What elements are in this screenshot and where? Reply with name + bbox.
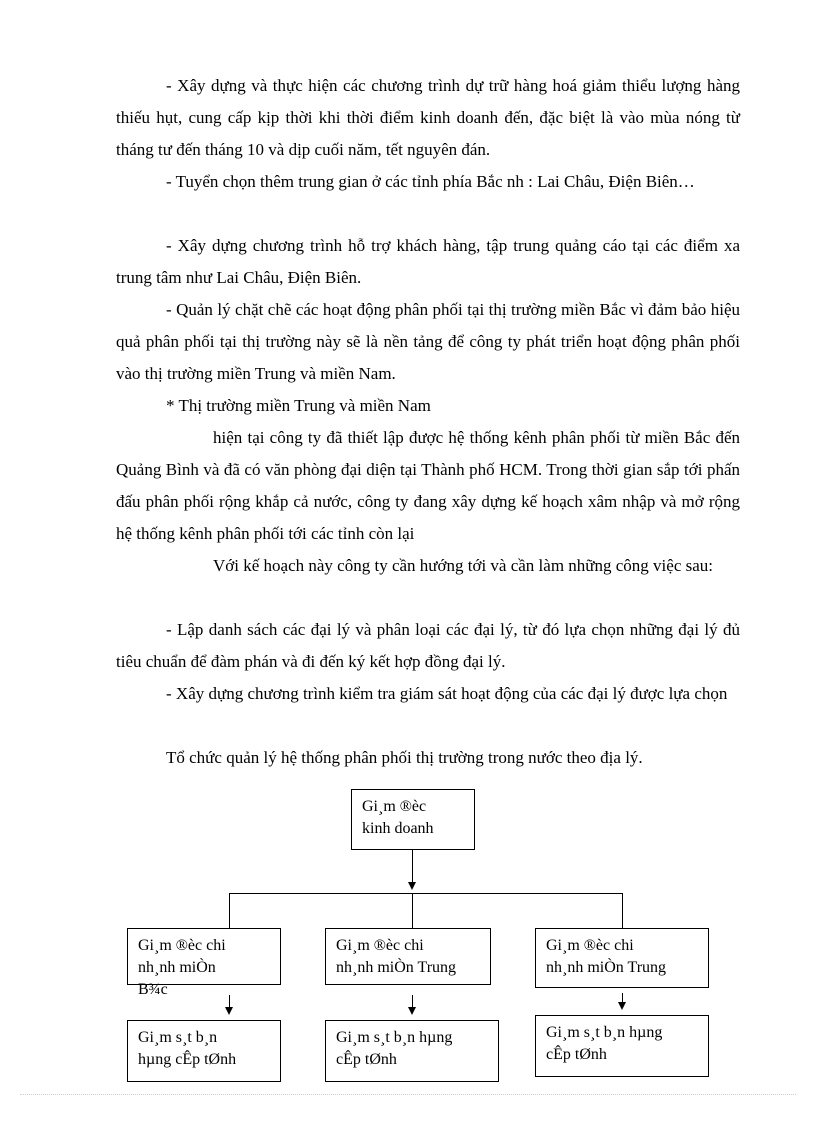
- org-box-sales-director: [351, 789, 475, 850]
- org-box-line: Gi¸m s¸t b¸n: [138, 1029, 218, 1046]
- org-box-line: Gi¸m ®èc: [362, 798, 427, 815]
- paragraph-plan-tasks: Với kế hoạch này công ty cần hướng tới và cần làm những công việc sau:: [213, 556, 714, 575]
- org-box-line: Gi¸m ®èc chi: [138, 937, 226, 954]
- org-box-line: Gi¸m ®èc chi: [546, 937, 634, 954]
- connector-line: [412, 893, 413, 929]
- paragraph-agent-list: - Lập danh sách các đại lý và phân loại các đại lý, từ đó lựa chọn những đại lý đủ tiêu chuẩn để đàm phán và đi đến ký kết hợp đồng đại lý.: [116, 620, 740, 671]
- section-heading-central-south: * Thị trường miền Trung và miền Nam: [166, 396, 431, 415]
- org-box-branch-central-2: [535, 928, 709, 988]
- org-box-line: Gi¸m s¸t b¸n hµng: [546, 1024, 663, 1041]
- paragraph-stockpile-program: - Xây dựng và thực hiện các chương trình dự trữ hàng hoá giảm thiểu lượng hàng thiếu hụt, cung cấp kịp thời khi thời điểm kinh doanh đến, đặc biệt là vào mùa nóng từ tháng tư đến tháng 10 và dịp cuối năm, tết nguyên đán.: [116, 76, 740, 159]
- connector-line: [229, 893, 622, 894]
- arrow-down-icon: [618, 1002, 626, 1010]
- paragraph-manage-north-market: - Quản lý chặt chẽ các hoạt động phân phối tại thị trường miền Bắc vì đảm bảo hiệu quả phân phối tại thị trường này sẽ là nền tảng để công ty phát triển hoạt động phân phối vào thị trường miền Trung và miền Nam.: [116, 300, 740, 383]
- paragraph-agent-monitoring: - Xây dựng chương trình kiểm tra giám sát hoạt động của các đại lý được lựa chọn: [166, 684, 728, 703]
- org-box-line: nh¸nh miÒn Trung: [336, 959, 457, 976]
- org-box-line: B¾c: [138, 981, 168, 998]
- org-box-provincial-supervisor-central-2: [535, 1015, 709, 1077]
- connector-line: [622, 893, 623, 929]
- org-box-line: kinh doanh: [362, 820, 434, 837]
- paragraph-recruit-intermediaries: - Tuyển chọn thêm trung gian ở các tỉnh phía Bắc nh : Lai Châu, Điện Biên…: [166, 172, 695, 191]
- page-bottom-divider: [20, 1094, 796, 1095]
- org-box-provincial-supervisor-north: [127, 1020, 281, 1082]
- org-box-branch-central: [325, 928, 491, 985]
- org-box-line: cÊp tØnh: [546, 1046, 607, 1063]
- connector-line: [229, 893, 230, 929]
- arrow-down-icon: [408, 1007, 416, 1015]
- paragraph-current-network: hiện tại công ty đã thiết lập được hệ thống kênh phân phối từ miền Bắc đến Quảng Bình và đã có văn phòng đại diện tại Thành phố HCM. Trong thời gian sắp tới phấn đấu phân phối rộng khắp cả nước, công ty đang xây dựng kế hoạch xâm nhập và mở rộng hệ thống kênh phân phối tới các tỉnh còn lại: [116, 428, 740, 543]
- org-box-line: cÊp tØnh: [336, 1051, 397, 1068]
- org-box-line: nh¸nh miÒn Trung: [546, 959, 667, 976]
- arrow-down-icon: [225, 1007, 233, 1015]
- org-box-line: Gi¸m ®èc chi: [336, 937, 424, 954]
- paragraph-customer-support: - Xây dựng chương trình hỗ trợ khách hàng, tập trung quảng cáo tại các điểm xa trung tâm như Lai Châu, Điện Biên.: [116, 236, 740, 287]
- org-box-line: Gi¸m s¸t b¸n hµng: [336, 1029, 453, 1046]
- connector-line: [412, 850, 413, 886]
- org-box-provincial-supervisor-central: [325, 1020, 499, 1082]
- org-box-line: nh¸nh miÒn: [138, 959, 216, 976]
- org-box-line: hµng cÊp tØnh: [138, 1051, 237, 1068]
- arrow-down-icon: [408, 882, 416, 890]
- org-box-branch-north: [127, 928, 281, 998]
- paragraph-org-caption: Tổ chức quản lý hệ thống phân phối thị trường trong nước theo địa lý.: [166, 748, 643, 767]
